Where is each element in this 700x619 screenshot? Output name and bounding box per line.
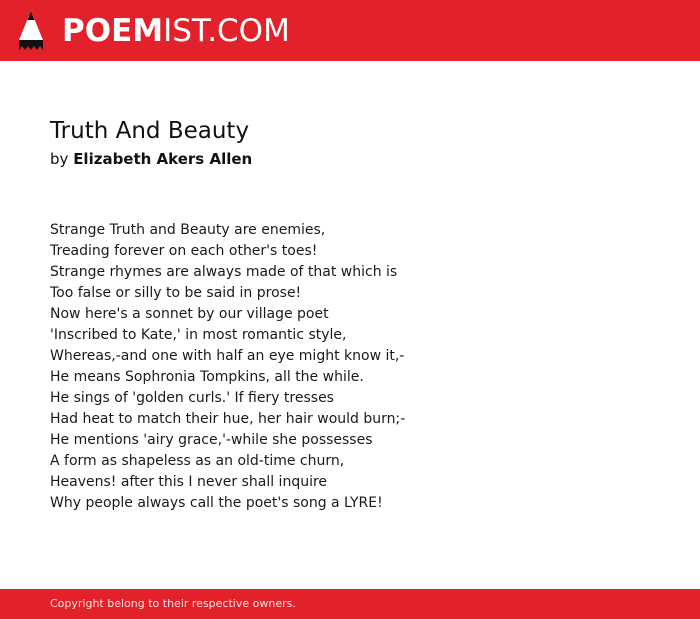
site-header xyxy=(0,0,700,61)
poem-line: Treading forever on each other's toes! xyxy=(50,243,318,259)
site-logo[interactable] xyxy=(62,12,290,50)
byline xyxy=(50,148,650,170)
poem-line: Why people always call the poet's song a LYRE! xyxy=(50,495,383,511)
poem-body xyxy=(50,220,650,514)
poem-line: He sings of 'golden curls.' If fiery tresses xyxy=(50,390,334,406)
poem-line: Heavens! after this I never shall inquire xyxy=(50,474,328,490)
poem-title: Truth And Beauty xyxy=(50,118,250,144)
poem-line: He mentions 'airy grace,'-while she possesses xyxy=(50,432,373,448)
by-label: by xyxy=(50,150,69,168)
poem-content xyxy=(50,115,650,514)
brand-light: IST.COM xyxy=(163,13,290,49)
poem-line: Whereas,-and one with half an eye might know it,- xyxy=(50,348,405,364)
poem-line: Strange rhymes are always made of that which is xyxy=(50,264,398,280)
site-footer xyxy=(0,589,700,619)
brand-bold: POEM xyxy=(62,13,164,49)
poem-line: 'Inscribed to Kate,' in most romantic style, xyxy=(50,327,347,343)
author-name: Elizabeth Akers Allen xyxy=(73,150,253,168)
poem-line: A form as shapeless as an old-time churn, xyxy=(50,453,345,469)
copyright-text: Copyright belong to their respective owners. xyxy=(50,597,296,610)
pencil-tip-icon[interactable] xyxy=(18,10,44,52)
poem-line: Had heat to match their hue, her hair would burn;- xyxy=(50,411,406,427)
poem-line: Strange Truth and Beauty are enemies, xyxy=(50,222,326,238)
poem-line: Too false or silly to be said in prose! xyxy=(50,285,302,301)
poem-line: He means Sophronia Tompkins, all the while. xyxy=(50,369,364,385)
poem-line: Now here's a sonnet by our village poet xyxy=(50,306,329,322)
